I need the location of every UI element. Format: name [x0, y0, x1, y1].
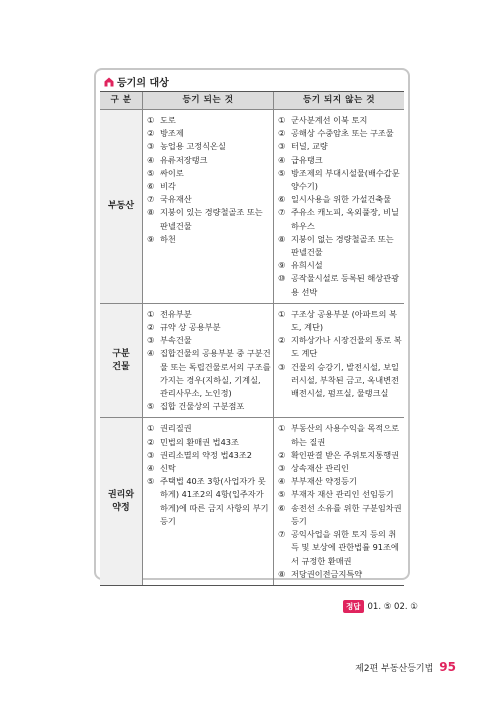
list-item	[147, 400, 271, 413]
item-number: ⑧	[278, 568, 286, 579]
header-registrable: 등기 되는 것	[143, 92, 274, 110]
item-text: 터널, 교량	[291, 141, 328, 152]
header-not-registrable: 등기 되지 않는 것	[274, 92, 405, 110]
item-number: ①	[147, 115, 155, 125]
list-item	[147, 475, 271, 528]
item-text: 건물의 승강기, 발전시설, 보일러시설, 부착된 금고, 옥내변전 배전시설, 펌프실, 물탱크실	[291, 361, 399, 399]
list-item	[278, 528, 402, 568]
item-text: 부속건물	[160, 335, 192, 346]
item-text: 국유재산	[160, 194, 192, 205]
list-item	[147, 422, 271, 435]
page-number: 95	[439, 660, 456, 674]
item-text: 규약 상 공용부분	[160, 322, 221, 333]
item-number: ⑤	[147, 476, 155, 487]
item-number: ③	[147, 141, 155, 152]
list-item	[278, 259, 402, 272]
home-icon	[104, 77, 114, 87]
item-number: ⑨	[147, 233, 155, 244]
item-number: ⑧	[278, 233, 286, 244]
item-number: ③	[278, 141, 286, 152]
item-number: ②	[278, 449, 286, 460]
list-item	[278, 568, 402, 581]
item-text: 비각	[160, 181, 176, 192]
list-item	[147, 462, 271, 475]
item-text: 군사분계선 이북 토지	[291, 115, 368, 125]
not-registrable-cell	[274, 110, 405, 304]
item-text: 유류저장탱크	[160, 154, 208, 165]
item-text: 유희시설	[291, 260, 323, 271]
item-text: 도로	[160, 115, 176, 125]
item-text: 일시사용을 위한 가설건축물	[291, 194, 392, 205]
item-text: 상속재산 관리인	[291, 463, 349, 474]
registrable-cell	[143, 110, 274, 304]
item-number: ②	[147, 128, 155, 139]
list-item	[147, 154, 271, 167]
item-text: 싸이로	[160, 167, 184, 178]
not-registrable-cell	[274, 418, 405, 585]
item-number: ③	[278, 463, 286, 474]
category-label: 약정	[112, 502, 130, 513]
table-row	[100, 418, 404, 585]
list-item	[278, 422, 402, 448]
item-number: ①	[278, 115, 286, 125]
item-text: 지붕이 있는 경량철골조 또는 판넬건물	[160, 207, 263, 231]
category-label: 부동산	[107, 200, 135, 211]
list-item	[278, 462, 402, 475]
item-text: 공작물시설로 등록된 해상관광용 선박	[291, 273, 400, 297]
table-row	[100, 110, 404, 304]
list-item	[278, 193, 402, 206]
list-item	[278, 361, 402, 401]
item-number: ④	[278, 154, 286, 165]
item-number: ①	[147, 423, 155, 434]
item-text: 주택법 40조 3항(사업자가 못하게) 41조2의 4항(입주자가 하게)에 따른 금지 사항의 부기등기	[160, 476, 269, 526]
item-text: 집합 건물상의 구분점포	[160, 401, 245, 412]
item-number: ②	[147, 322, 155, 333]
item-text: 확인판결 받은 주위토지통행권	[291, 449, 400, 460]
item-number: ④	[278, 476, 286, 487]
category-cell	[100, 303, 143, 418]
list-item	[278, 167, 402, 193]
list-item	[278, 502, 402, 528]
item-number: ⑨	[278, 260, 286, 271]
registrable-cell	[143, 303, 274, 418]
header-category: 구 분	[100, 92, 143, 110]
list-item	[147, 140, 271, 153]
item-text: 신탁	[160, 463, 176, 474]
item-text: 저당권이전금지특약	[291, 568, 363, 579]
list-item	[278, 154, 402, 167]
item-text: 부부재산 약정등기	[291, 476, 357, 487]
item-number: ②	[147, 436, 155, 447]
page-footer	[355, 660, 456, 674]
item-text: 민법의 환매권 법43조	[160, 436, 239, 447]
section-title-text: 등기의 대상	[117, 78, 169, 89]
list-item	[278, 475, 402, 488]
item-number: ⑤	[278, 489, 286, 500]
item-number: ④	[147, 463, 155, 474]
list-item	[278, 206, 402, 232]
item-text: 송전선 소유를 위한 구분임차권 등기	[291, 502, 402, 526]
category-label: 권리와	[107, 489, 135, 500]
answer-line	[343, 600, 418, 613]
list-item	[147, 436, 271, 449]
list-item	[278, 308, 402, 334]
item-number: ①	[278, 423, 286, 434]
item-text: 권리소멸의 약정 법43조2	[160, 449, 253, 460]
item-number: ⑧	[147, 207, 155, 218]
category-cell	[100, 418, 143, 585]
item-text: 지붕이 없는 경량철골조 또는 판넬건물	[291, 233, 394, 258]
item-text: 권리질권	[160, 423, 192, 434]
list-item	[147, 233, 271, 246]
item-number: ⑦	[147, 194, 155, 205]
list-item	[147, 321, 271, 334]
list-item	[147, 347, 271, 400]
list-item	[147, 180, 271, 193]
registrable-cell	[143, 418, 274, 585]
answer-badge: 정답	[343, 600, 364, 613]
item-number: ⑥	[278, 502, 286, 513]
item-number: ②	[278, 335, 286, 346]
item-number: ⑦	[278, 529, 286, 540]
list-item	[147, 449, 271, 462]
category-cell	[100, 110, 143, 304]
item-number: ⑥	[278, 194, 286, 205]
item-number: ③	[147, 449, 155, 460]
category-label: 구분	[112, 348, 130, 359]
list-item	[147, 114, 271, 127]
item-number: ①	[278, 308, 286, 319]
section-title	[104, 74, 169, 89]
table-row	[100, 303, 404, 418]
item-text: 지하상가나 시장건물의 통로 복도 계단	[291, 335, 402, 359]
item-text: 하천	[160, 233, 176, 244]
item-number: ⑤	[278, 167, 286, 178]
item-number: ③	[278, 361, 286, 372]
item-number: ④	[147, 348, 155, 359]
item-number: ①	[147, 308, 155, 319]
answer-text: 01. ⑤ 02. ①	[367, 601, 418, 612]
item-number: ⑩	[278, 273, 286, 284]
item-text: 집합건물의 공용부분 중 구분건물 또는 독립건물로서의 구조를 가지는 경우(지하실, 기계실, 관리사무소, 노인정)	[160, 348, 271, 399]
list-item	[278, 488, 402, 501]
item-text: 방조제의 부대시설물(배수갑문 양수기)	[291, 167, 400, 192]
item-number: ②	[278, 128, 286, 139]
table-header-row	[100, 92, 404, 110]
list-item	[278, 272, 402, 298]
item-text: 구조상 공용부분 (아파트의 복도, 계단)	[291, 308, 397, 333]
list-item	[147, 334, 271, 347]
list-item	[147, 206, 271, 232]
list-item	[147, 127, 271, 140]
item-text: 급유탱크	[291, 154, 323, 165]
item-text: 공해상 수중암초 또는 구조물	[291, 128, 394, 139]
item-number: ⑤	[147, 401, 155, 412]
item-number: ④	[147, 154, 155, 165]
item-text: 부재자 재산 관리인 선임등기	[291, 489, 394, 500]
item-number: ⑥	[147, 181, 155, 192]
list-item	[147, 308, 271, 321]
item-number: ⑦	[278, 207, 286, 218]
item-text: 방조제	[160, 128, 184, 139]
item-text: 주유소 캐노피, 옥외풀장, 비닐하우스	[291, 207, 399, 231]
list-item	[278, 140, 402, 153]
footer-chapter: 제2편 부동산등기법	[355, 664, 434, 674]
item-number: ⑤	[147, 167, 155, 178]
category-label: 건물	[112, 361, 130, 372]
item-text: 공익사업을 위한 토지 등의 취득 및 보상에 관한법률 91조에서 규정한 환매권	[291, 529, 399, 566]
list-item	[278, 449, 402, 462]
not-registrable-cell	[274, 303, 405, 418]
list-item	[278, 114, 402, 127]
item-text: 전유부분	[160, 308, 192, 319]
list-item	[278, 127, 402, 140]
list-item	[278, 233, 402, 259]
list-item	[147, 193, 271, 206]
registration-table	[100, 91, 404, 586]
list-item	[147, 167, 271, 180]
item-text: 부동산의 사용수익을 목적으로 하는 질권	[291, 423, 400, 447]
item-number: ③	[147, 335, 155, 346]
list-item	[278, 334, 402, 360]
item-text: 농업용 고정식온실	[160, 141, 226, 152]
